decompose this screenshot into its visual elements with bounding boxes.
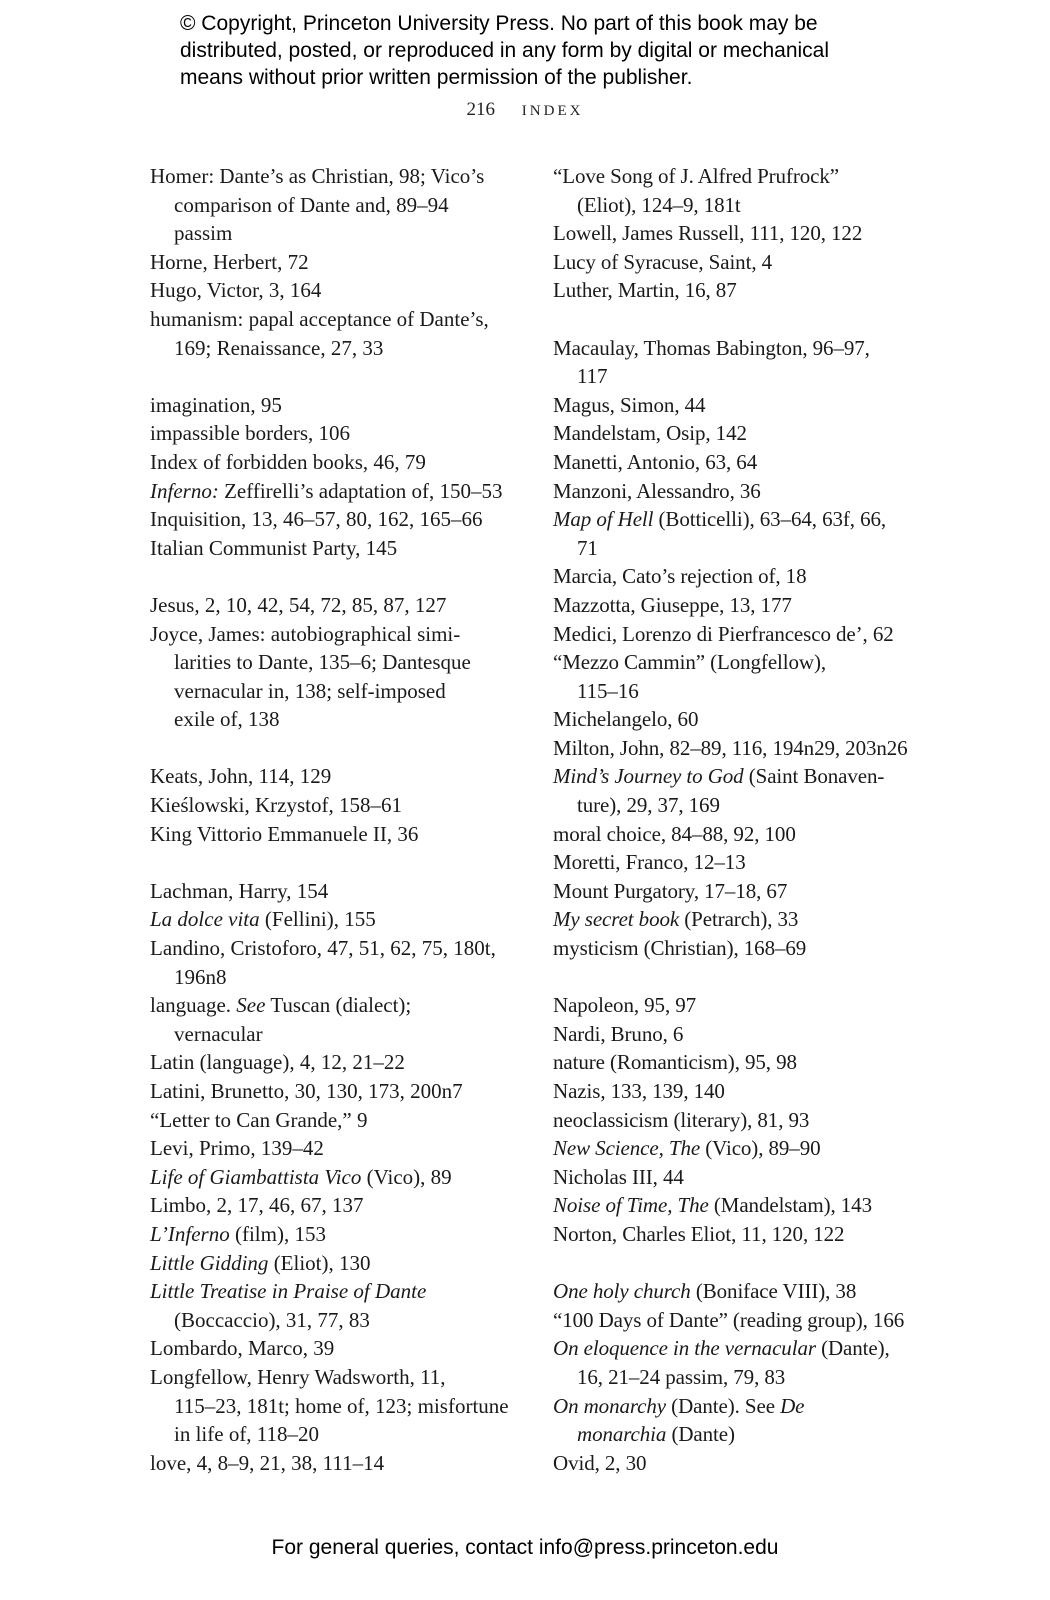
index-entry-line bbox=[553, 620, 913, 649]
entry-text: Homer: Dante’s as Christian, 98; Vico’s bbox=[150, 164, 485, 188]
index-entry-continuation bbox=[150, 219, 510, 248]
index-entry bbox=[150, 1277, 510, 1334]
index-entry bbox=[150, 305, 510, 362]
index-entry-line bbox=[553, 219, 913, 248]
index-entry bbox=[553, 648, 913, 705]
index-entry-line bbox=[150, 591, 510, 620]
entry-text: Mount Purgatory, 17–18, 67 bbox=[553, 878, 788, 903]
index-entry bbox=[553, 1449, 913, 1478]
index-entry-line bbox=[150, 162, 510, 191]
index-entry-line bbox=[150, 1220, 510, 1249]
entry-text: Limbo, 2, 17, 46, 67, 137 bbox=[150, 1193, 364, 1218]
index-entry bbox=[553, 734, 913, 763]
page-number: 216 bbox=[466, 99, 496, 120]
entry-text: (Dante). See bbox=[666, 1393, 781, 1418]
index-column-left bbox=[150, 162, 510, 1477]
entry-text: 115–16 bbox=[577, 678, 639, 703]
index-entry-line bbox=[553, 991, 913, 1020]
italic-title-text: De bbox=[780, 1393, 805, 1418]
entry-text: Mandelstam, Osip, 142 bbox=[553, 421, 747, 446]
index-entry bbox=[553, 248, 913, 277]
index-entry-line bbox=[150, 448, 510, 477]
index-entry bbox=[150, 248, 510, 277]
entry-text: comparison of Dante and, 89–94 bbox=[174, 192, 449, 217]
index-entry bbox=[553, 1220, 913, 1249]
entry-text: (Eliot), 130 bbox=[268, 1250, 371, 1275]
index-entry-line bbox=[553, 734, 913, 763]
index-entry bbox=[553, 1048, 913, 1077]
index-entry bbox=[150, 762, 510, 791]
index-entry bbox=[553, 905, 913, 934]
entry-text: (Mandelstam), 143 bbox=[708, 1193, 872, 1218]
index-entry bbox=[553, 505, 913, 562]
index-entry bbox=[553, 1277, 913, 1306]
index-entry-line bbox=[150, 534, 510, 563]
entry-text: “100 Days of Dante” (reading group), 166 bbox=[553, 1307, 905, 1332]
index-entry bbox=[553, 1077, 913, 1106]
index-entry-continuation bbox=[553, 677, 913, 706]
entry-text: vernacular in, 138; self-imposed bbox=[174, 678, 446, 703]
index-entry bbox=[150, 820, 510, 849]
entry-text: Magus, Simon, 44 bbox=[553, 392, 706, 417]
index-entry bbox=[150, 477, 510, 506]
italic-title-text: L’Inferno bbox=[150, 1221, 230, 1246]
index-entry-line bbox=[150, 505, 510, 534]
entry-text: Lucy of Syracuse, Saint, 4 bbox=[553, 249, 773, 274]
italic-title-text: Mind’s Journey to God bbox=[553, 764, 744, 789]
index-entry-line bbox=[553, 562, 913, 591]
italic-title-text: monarchia bbox=[577, 1422, 667, 1447]
index-entry-line bbox=[150, 905, 510, 934]
index-entry-line bbox=[150, 1163, 510, 1192]
entry-text: Ovid, 2, 30 bbox=[553, 1450, 647, 1475]
index-entry bbox=[150, 448, 510, 477]
index-entry bbox=[150, 1077, 510, 1106]
index-entry bbox=[150, 505, 510, 534]
letter-group-gap bbox=[553, 963, 913, 992]
index-entry bbox=[150, 534, 510, 563]
index-entry-line bbox=[553, 248, 913, 277]
index-entry bbox=[150, 934, 510, 991]
index-entry-line bbox=[150, 1334, 510, 1363]
index-entry-line bbox=[150, 620, 510, 649]
index-entry-line bbox=[553, 334, 913, 363]
index-entry bbox=[553, 219, 913, 248]
index-entry-continuation bbox=[553, 1420, 913, 1449]
entry-text: (Saint Bonaven- bbox=[743, 764, 885, 789]
index-entry-continuation bbox=[150, 1392, 510, 1421]
index-entry-line bbox=[150, 991, 510, 1020]
index-entry bbox=[553, 1306, 913, 1335]
entry-text: Nicholas III, 44 bbox=[553, 1164, 684, 1189]
index-entry bbox=[150, 1363, 510, 1449]
index-entry-line bbox=[553, 419, 913, 448]
italic-title-text: Map of Hell bbox=[553, 507, 654, 532]
copyright-line: distributed, posted, or reproduced in any form by digital or mechanical bbox=[180, 39, 830, 62]
index-entry bbox=[553, 877, 913, 906]
entry-text: 196n8 bbox=[174, 964, 227, 989]
index-entry bbox=[150, 1220, 510, 1249]
italic-title-text: Inferno: bbox=[150, 478, 219, 503]
index-entry bbox=[553, 391, 913, 420]
index-entry-line bbox=[150, 1277, 510, 1306]
italic-title-text: Little Gidding bbox=[150, 1250, 269, 1275]
italic-title-text: Noise of Time, The bbox=[553, 1193, 709, 1218]
index-entry bbox=[150, 1191, 510, 1220]
entry-text: Lowell, James Russell, 111, 120, 122 bbox=[553, 221, 863, 246]
entry-text: Manetti, Antonio, 63, 64 bbox=[553, 449, 758, 474]
index-entry-line bbox=[553, 705, 913, 734]
index-entry-line bbox=[150, 1106, 510, 1135]
index-entry-line bbox=[553, 648, 913, 677]
entry-text: (Vico), 89–90 bbox=[700, 1136, 821, 1161]
entry-text: (Botticelli), 63–64, 63f, 66, bbox=[653, 507, 887, 532]
entry-text: Luther, Martin, 16, 87 bbox=[553, 278, 737, 303]
index-entry bbox=[150, 162, 510, 248]
entry-text: (Fellini), 155 bbox=[259, 907, 376, 932]
index-entry-line bbox=[150, 305, 510, 334]
index-entry-continuation bbox=[553, 191, 913, 220]
copyright-line: means without prior written permission of the publisher. bbox=[180, 66, 693, 89]
entry-text: Longfellow, Henry Wadsworth, 11, bbox=[150, 1364, 446, 1389]
footer-contact: For general queries, contact info@press.princeton.edu bbox=[271, 1536, 779, 1559]
entry-text: (Eliot), 124–9, 181t bbox=[577, 192, 741, 217]
index-entry-line bbox=[553, 762, 913, 791]
index-entry bbox=[150, 391, 510, 420]
index-entry bbox=[150, 1048, 510, 1077]
entry-text: Nazis, 133, 139, 140 bbox=[553, 1079, 725, 1103]
italic-title-text: La dolce vita bbox=[150, 907, 260, 932]
entry-text: vernacular bbox=[174, 1021, 263, 1046]
entry-text: Moretti, Franco, 12–13 bbox=[553, 850, 746, 875]
index-entry-line bbox=[150, 1363, 510, 1392]
index-entry-line bbox=[553, 934, 913, 963]
index-entry bbox=[553, 334, 913, 391]
page-title: index bbox=[521, 96, 584, 120]
entry-text: Marcia, Cato’s rejection of, 18 bbox=[553, 564, 807, 589]
entry-text: Jesus, 2, 10, 42, 54, 72, 85, 87, 127 bbox=[150, 592, 447, 617]
index-entry-line bbox=[553, 477, 913, 506]
index-entry-line bbox=[553, 1191, 913, 1220]
letter-group-gap bbox=[150, 362, 510, 391]
italic-title-text: My secret book bbox=[553, 907, 680, 932]
italic-title-text: New Science, The bbox=[553, 1136, 701, 1161]
index-entry bbox=[553, 820, 913, 849]
index-entry bbox=[553, 1163, 913, 1192]
index-entry bbox=[553, 1191, 913, 1220]
index-entry-line bbox=[553, 1449, 913, 1478]
entry-text: Norton, Charles Eliot, 11, 120, 122 bbox=[553, 1221, 845, 1246]
index-column-right bbox=[553, 162, 913, 1477]
index-entry bbox=[553, 848, 913, 877]
index-entry-line bbox=[553, 1334, 913, 1363]
entry-text: (Petrarch), 33 bbox=[679, 907, 799, 932]
index-entry bbox=[553, 1334, 913, 1391]
entry-text: humanism: papal acceptance of Dante’s, bbox=[150, 306, 489, 331]
index-entry bbox=[150, 276, 510, 305]
entry-text: 169; Renaissance, 27, 33 bbox=[174, 335, 384, 360]
letter-group-gap bbox=[150, 848, 510, 877]
entry-text: impassible borders, 106 bbox=[150, 421, 351, 446]
entry-text: 16, 21–24 passim, 79, 83 bbox=[577, 1364, 786, 1389]
index-entry-line bbox=[553, 848, 913, 877]
entry-text: (Dante), bbox=[815, 1336, 890, 1361]
index-entry-line bbox=[150, 1191, 510, 1220]
index-entry-continuation bbox=[150, 963, 510, 992]
index-entry-line bbox=[150, 391, 510, 420]
entry-text: (Dante) bbox=[666, 1422, 735, 1447]
index-entry-continuation bbox=[150, 191, 510, 220]
index-entry-line bbox=[150, 248, 510, 277]
entry-text: Medici, Lorenzo di Pierfrancesco de’, 62 bbox=[553, 621, 894, 646]
entry-text: Index of forbidden books, 46, 79 bbox=[150, 449, 426, 474]
index-entry-line bbox=[553, 505, 913, 534]
index-entry bbox=[553, 477, 913, 506]
entry-text: Levi, Primo, 139–42 bbox=[150, 1136, 324, 1161]
index-entry-line bbox=[553, 820, 913, 849]
index-entry-line bbox=[150, 276, 510, 305]
italic-title-text: On monarchy bbox=[553, 1393, 667, 1418]
index-entry bbox=[553, 705, 913, 734]
entry-text: mysticism (Christian), 168–69 bbox=[553, 936, 807, 961]
index-entry bbox=[553, 562, 913, 591]
index-entry bbox=[150, 877, 510, 906]
index-entry bbox=[553, 620, 913, 649]
index-entry-line bbox=[553, 1048, 913, 1077]
index-entry-continuation bbox=[150, 648, 510, 677]
index-entry-line bbox=[150, 934, 510, 963]
entry-text: ture), 29, 37, 169 bbox=[577, 793, 720, 818]
index-entry-continuation bbox=[553, 791, 913, 820]
letter-group-gap bbox=[553, 1249, 913, 1278]
running-head bbox=[0, 96, 1050, 121]
italic-title-text: See bbox=[236, 993, 266, 1018]
index-entry-line bbox=[150, 762, 510, 791]
index-entry-continuation bbox=[553, 1363, 913, 1392]
italic-title-text: Life of Giambattista Vico bbox=[150, 1164, 362, 1189]
entry-text: “Love Song of J. Alfred Prufrock” bbox=[553, 164, 839, 188]
entry-text: Milton, John, 82–89, 116, 194n29, 203n26 bbox=[553, 735, 908, 760]
index-entry-line bbox=[553, 591, 913, 620]
entry-text: Latin (language), 4, 12, 21–22 bbox=[150, 1050, 405, 1075]
entry-text: moral choice, 84–88, 92, 100 bbox=[553, 821, 796, 846]
entry-text: Tuscan (dialect); bbox=[265, 993, 412, 1018]
index-entry bbox=[150, 419, 510, 448]
entry-text: Mazzotta, Giuseppe, 13, 177 bbox=[553, 592, 792, 617]
entry-text: “Mezzo Cammin” (Longfellow), bbox=[553, 650, 827, 675]
index-entry-line bbox=[553, 162, 913, 191]
index-entry-continuation bbox=[553, 362, 913, 391]
index-entry bbox=[553, 934, 913, 963]
index-entry-continuation bbox=[150, 1306, 510, 1335]
index-entry bbox=[150, 1334, 510, 1363]
entry-text: nature (Romanticism), 95, 98 bbox=[553, 1050, 797, 1075]
index-entry bbox=[553, 1106, 913, 1135]
entry-text: Nardi, Bruno, 6 bbox=[553, 1021, 684, 1046]
entry-text: in life of, 118–20 bbox=[174, 1422, 320, 1447]
index-entry-continuation bbox=[150, 1020, 510, 1049]
index-entry-line bbox=[553, 877, 913, 906]
index-entry bbox=[553, 991, 913, 1020]
entry-text: love, 4, 8–9, 21, 38, 111–14 bbox=[150, 1450, 385, 1475]
entry-text: Landino, Cristoforo, 47, 51, 62, 75, 180t, bbox=[150, 936, 496, 961]
index-entry bbox=[150, 791, 510, 820]
index-entry-line bbox=[150, 1048, 510, 1077]
index-entry bbox=[150, 1449, 510, 1478]
entry-text: Zeffirelli’s adaptation of, 150–53 bbox=[218, 478, 503, 503]
entry-text: Keats, John, 114, 129 bbox=[150, 764, 332, 789]
index-entry-line bbox=[150, 1449, 510, 1478]
letter-group-gap bbox=[150, 562, 510, 591]
index-entry-continuation bbox=[150, 677, 510, 706]
entry-text: 117 bbox=[577, 364, 608, 389]
index-entry-continuation bbox=[553, 534, 913, 563]
letter-group-gap bbox=[150, 734, 510, 763]
entry-text: (Boniface VIII), 38 bbox=[690, 1279, 857, 1304]
entry-text: Inquisition, 13, 46–57, 80, 162, 165–66 bbox=[150, 507, 483, 532]
index-entry bbox=[553, 162, 913, 219]
index-entry-line bbox=[553, 1106, 913, 1135]
entry-text: Michelangelo, 60 bbox=[553, 707, 699, 732]
index-entry-line bbox=[150, 791, 510, 820]
entry-text: 115–23, 181t; home of, 123; misfortune bbox=[174, 1393, 509, 1418]
entry-text: (Boccaccio), 31, 77, 83 bbox=[174, 1307, 370, 1332]
index-entry bbox=[553, 762, 913, 819]
index-entry bbox=[150, 1249, 510, 1278]
index-entry-line bbox=[150, 877, 510, 906]
entry-text: Joyce, James: autobiographical simi- bbox=[150, 621, 461, 646]
index-entry bbox=[150, 905, 510, 934]
index-entry bbox=[553, 1020, 913, 1049]
entry-text: Macaulay, Thomas Babington, 96–97, bbox=[553, 335, 870, 360]
index-entry-line bbox=[553, 905, 913, 934]
index-entry bbox=[553, 1392, 913, 1449]
italic-title-text: On eloquence in the vernacular bbox=[553, 1336, 816, 1361]
italic-title-text: Little Treatise in Praise of Dante bbox=[150, 1279, 427, 1304]
index-entry-line bbox=[553, 276, 913, 305]
entry-text: imagination, 95 bbox=[150, 392, 282, 417]
entry-text: Lombardo, Marco, 39 bbox=[150, 1336, 335, 1361]
entry-text: Hugo, Victor, 3, 164 bbox=[150, 278, 322, 303]
entry-text: (film), 153 bbox=[229, 1221, 326, 1246]
entry-text: Horne, Herbert, 72 bbox=[150, 249, 309, 274]
entry-text: 71 bbox=[577, 535, 598, 560]
entry-text: Italian Communist Party, 145 bbox=[150, 535, 398, 560]
entry-text: Manzoni, Alessandro, 36 bbox=[553, 478, 761, 503]
entry-text: Latini, Brunetto, 30, 130, 173, 200n7 bbox=[150, 1079, 463, 1103]
index-entry bbox=[150, 991, 510, 1048]
entry-text: Lachman, Harry, 154 bbox=[150, 878, 329, 903]
copyright-line: © Copyright, Princeton University Press. No part of this book may be bbox=[180, 12, 818, 35]
entry-text: Napoleon, 95, 97 bbox=[553, 993, 697, 1018]
entry-text: neoclassicism (literary), 81, 93 bbox=[553, 1107, 810, 1132]
index-entry bbox=[553, 448, 913, 477]
entry-text: King Vittorio Emmanuele II, 36 bbox=[150, 821, 419, 846]
copyright-notice bbox=[180, 10, 900, 91]
entry-text: “Letter to Can Grande,” 9 bbox=[150, 1107, 368, 1132]
index-entry bbox=[553, 276, 913, 305]
index-entry-line bbox=[150, 1249, 510, 1278]
index-entry bbox=[150, 1163, 510, 1192]
index-entry-line bbox=[553, 1306, 913, 1335]
index-entry-line bbox=[553, 1392, 913, 1421]
index-entry-line bbox=[150, 477, 510, 506]
index-entry-line bbox=[553, 1077, 913, 1106]
index-entry-line bbox=[553, 1163, 913, 1192]
italic-title-text: One holy church bbox=[553, 1279, 691, 1304]
index-entry bbox=[553, 1134, 913, 1163]
entry-text: passim bbox=[174, 221, 233, 246]
index-entry-continuation bbox=[150, 334, 510, 363]
index-entry-line bbox=[553, 1020, 913, 1049]
index-entry-line bbox=[150, 419, 510, 448]
index-entry bbox=[150, 1106, 510, 1135]
index-entry-line bbox=[553, 1134, 913, 1163]
index-entry-continuation bbox=[150, 1420, 510, 1449]
index-entry-line bbox=[553, 448, 913, 477]
entry-text: language. bbox=[150, 993, 237, 1018]
index-entry-line bbox=[150, 1134, 510, 1163]
letter-group-gap bbox=[553, 305, 913, 334]
entry-text: Kieślowski, Krzystof, 158–61 bbox=[150, 793, 402, 818]
entry-text: exile of, 138 bbox=[174, 707, 280, 732]
index-entry-line bbox=[553, 391, 913, 420]
index-entry-line bbox=[553, 1220, 913, 1249]
index-entry bbox=[553, 591, 913, 620]
index-entry bbox=[150, 620, 510, 734]
entry-text: larities to Dante, 135–6; Dantesque bbox=[174, 650, 471, 675]
index-entry bbox=[150, 1134, 510, 1163]
entry-text: (Vico), 89 bbox=[361, 1164, 452, 1189]
index-entry-continuation bbox=[150, 705, 510, 734]
index-entry-line bbox=[150, 1077, 510, 1106]
index-entry bbox=[553, 419, 913, 448]
index-entry bbox=[150, 591, 510, 620]
index-entry-line bbox=[150, 820, 510, 849]
index-entry-line bbox=[553, 1277, 913, 1306]
